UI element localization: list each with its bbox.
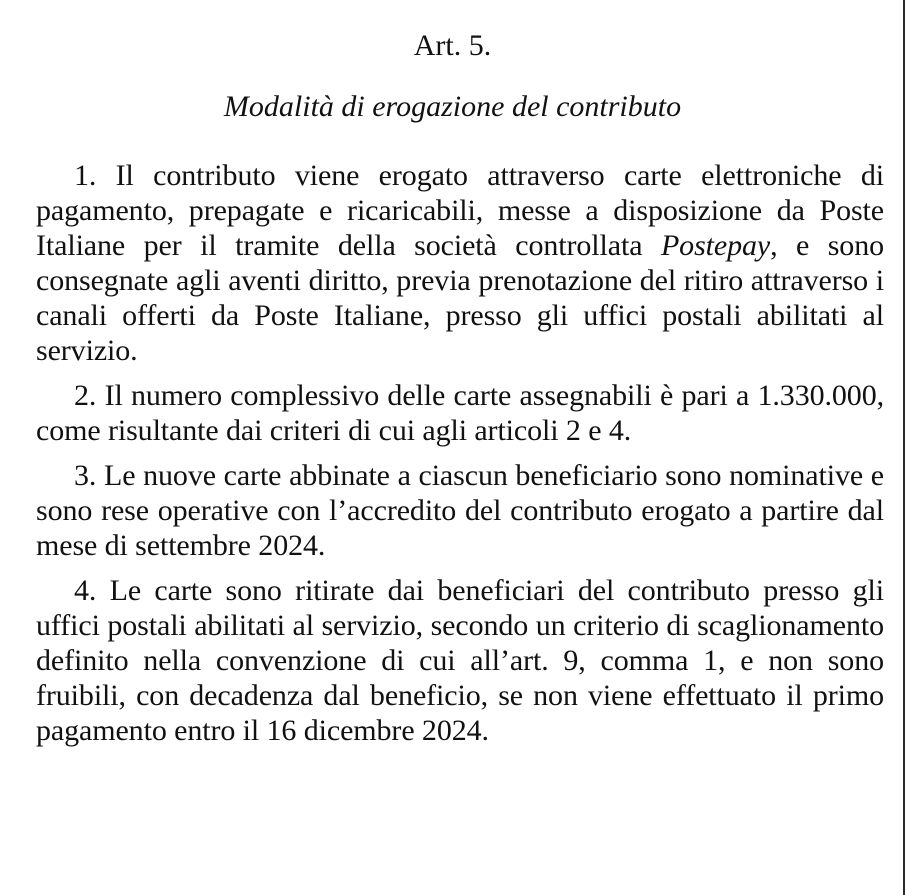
paragraph-3: 3. Le nuove carte abbinate a ciascun beneficiario sono nominative e sono rese operative con l’accredito del contributo erogato a partire dal mese di settembre 2024.	[36, 459, 884, 562]
paragraph-1-text-end: , e sono consegnate agli aventi diritto, previa prenotazione del ritiro attraverso i canali offerti da Poste Italiane, presso gli uffici postali abilitati al servizio.	[36, 229, 884, 367]
paragraph-1-emphasis: Postepay	[660, 229, 771, 262]
paragraph-2: 2. Il numero complessivo delle carte assegnabili è pari a 1.330.000, come risultante dai criteri di cui agli articoli 2 e 4.	[36, 379, 884, 447]
paragraph-4: 4. Le carte sono ritirate dai beneficiari del contributo presso gli uffici postali abilitati al servizio, secondo un criterio di scaglionamento definito nella convenzione di cui all’art. 9, comma 1, e non sono fruibili, con decadenza dal beneficio, se non viene effettuato il primo pagamento entro il 16 dicembre 2024.	[36, 574, 884, 747]
article-heading: Art. 5.	[413, 29, 492, 62]
paragraph-1-text-start: 1. Il contributo viene erogato attraverso carte elettroniche di pagamento, prepagate e ricaricabili, messe a disposizione da Poste Italiane per il tramite della società controllata	[36, 159, 884, 262]
paragraph-1	[36, 158, 884, 368]
article-body	[36, 158, 884, 758]
article-subtitle: Modalità di erogazione del contributo	[223, 90, 682, 123]
